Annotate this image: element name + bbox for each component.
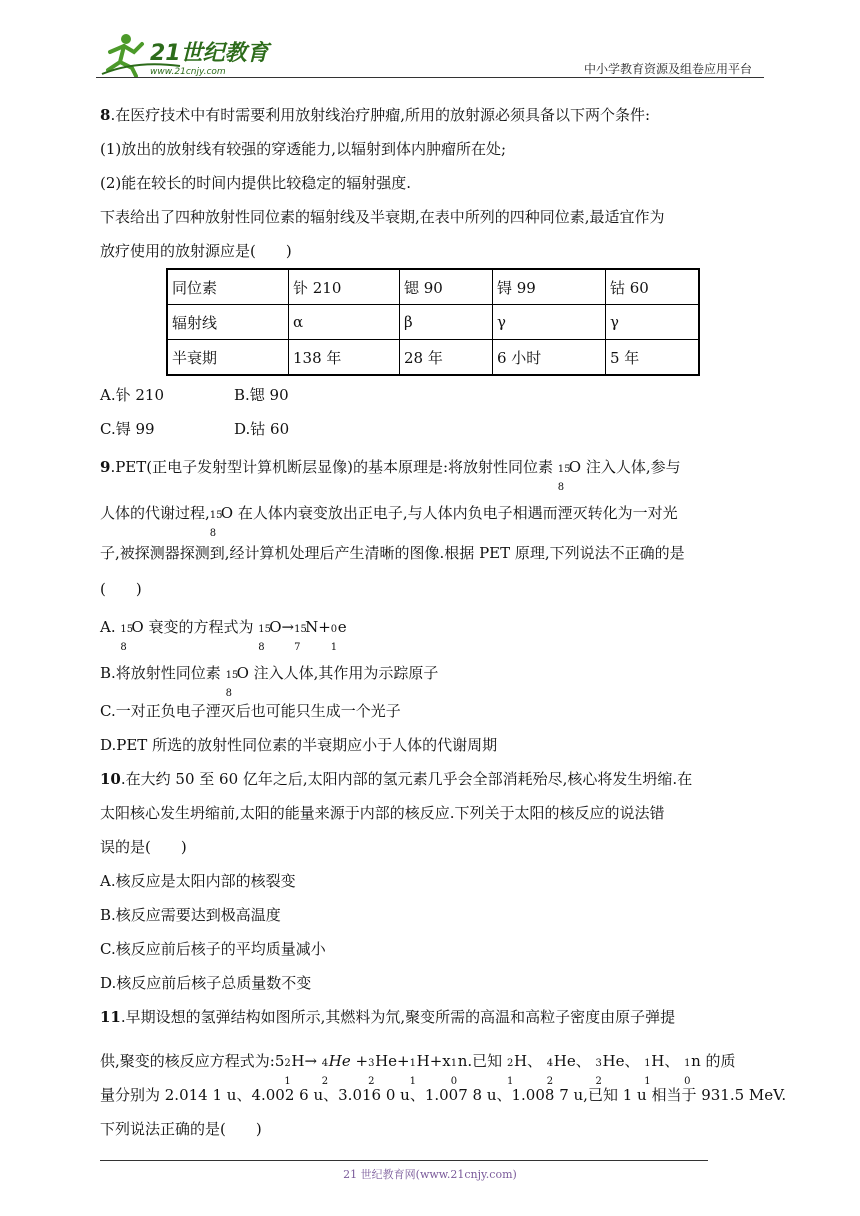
- q8-ask2: 放疗使用的放射源应是( ): [100, 242, 292, 260]
- q8-option-d: D.钴 60: [234, 420, 290, 438]
- page-header: [96, 30, 764, 82]
- table-cell: 6 小时: [493, 340, 606, 376]
- q10-option-d: D.核反应前后核子总质量数不变: [100, 974, 312, 992]
- table-row: [167, 305, 699, 340]
- q9-line2: 人体的代谢过程, 15 8 O 在人体内衰变放出正电子,与人体内负电子相遇而湮灭转化为一对光: [100, 504, 678, 539]
- q10-option-b: B.核反应需要达到极高温度: [100, 906, 281, 924]
- q10-option-a: A.核反应是太阳内部的核裂变: [100, 872, 296, 890]
- table-row: [167, 340, 699, 376]
- isotope-table: [166, 268, 700, 376]
- footer-text: 21 世纪教育网(www.21cnjy.com): [343, 1168, 517, 1181]
- q9-line1: 9.PET(正电子发射型计算机断层显像)的基本原理是:将放射性同位素 15 8 O 注入人体,参与: [100, 458, 681, 493]
- platform-name: 中小学教育资源及组卷应用平台: [583, 62, 752, 76]
- q8-cond2: (2)能在较长的时间内提供比较稳定的辐射强度.: [100, 174, 412, 192]
- table-cell: 半衰期: [167, 340, 289, 376]
- header-divider: [96, 77, 764, 78]
- table-cell: 钋 210: [289, 269, 400, 305]
- q9-line3: 子,被探测器探测到,经计算机处理后产生清晰的图像.根据 PET 原理,下列说法不正确的是: [100, 544, 685, 562]
- q10-line3: 误的是( ): [100, 838, 187, 856]
- q9-option-d: D.PET 所选的放射性同位素的半衰期应小于人体的代谢周期: [100, 736, 498, 754]
- table-cell: α: [289, 305, 400, 340]
- q11-line1: 11.早期设想的氢弹结构如图所示,其燃料为氘,聚变所需的高温和高粒子密度由原子弹提: [100, 1008, 676, 1026]
- table-row: [167, 269, 699, 305]
- q11-line4: 下列说法正确的是( ): [100, 1120, 262, 1138]
- footer-divider: [100, 1160, 708, 1161]
- svg-text:21世纪教育: 21世纪教育: [150, 41, 269, 66]
- q11-line3: 量分别为 2.014 1 u、4.002 6 u、3.016 0 u、1.007 8 u、1.008 7 u,已知 1 u 相当于 931.5 MeV.: [100, 1086, 787, 1104]
- table-cell: γ: [493, 305, 606, 340]
- table-cell: 锶 90: [400, 269, 493, 305]
- q8-option-c: C.锝 99: [100, 420, 155, 438]
- table-cell: β: [400, 305, 493, 340]
- q8-ask1: 下表给出了四种放射性同位素的辐射线及半衰期,在表中所列的四种同位素,最适宜作为: [100, 208, 665, 226]
- table-cell: 138 年: [289, 340, 400, 376]
- table-cell: 辐射线: [167, 305, 289, 340]
- logo-21cnjy: [96, 30, 276, 78]
- q8-option-b: B.锶 90: [234, 386, 289, 404]
- q9-option-b: B.将放射性同位素 15 8 O 注入人体,其作用为示踪原子: [100, 664, 439, 699]
- q9-line4: ( ): [100, 580, 142, 598]
- q9-option-c: C.一对正负电子湮灭后也可能只生成一个光子: [100, 702, 401, 720]
- q8-cond1: (1)放出的放射线有较强的穿透能力,以辐射到体内肿瘤所在处;: [100, 140, 507, 158]
- q10-line1: 10.在大约 50 至 60 亿年之后,太阳内部的氢元素几乎会全部消耗殆尽,核心将发生坍缩.在: [100, 770, 693, 788]
- q8-option-a: A.钋 210: [100, 386, 164, 404]
- q9-option-a: A. 15 8 O 衰变的方程式为 15 8 O→ 15 7 N+ 0 1 e: [100, 618, 347, 653]
- table-cell: 28 年: [400, 340, 493, 376]
- q10-line2: 太阳核心发生坍缩前,太阳的能量来源于内部的核反应.下列关于太阳的核反应的说法错: [100, 804, 665, 822]
- table-cell: 5 年: [606, 340, 700, 376]
- table-cell: 同位素: [167, 269, 289, 305]
- q10-option-c: C.核反应前后核子的平均质量减小: [100, 940, 326, 958]
- table-cell: γ: [606, 305, 700, 340]
- q8-stem: 8.在医疗技术中有时需要利用放射线治疗肿瘤,所用的放射源必须具备以下两个条件:: [100, 106, 651, 124]
- table-cell: 锝 99: [493, 269, 606, 305]
- q11-line2: 供,聚变的核反应方程式为:5 2 1 H→ 4 2 He + 3 2 He+ 1 1 H+x 1 0 n.已知 2 1 H、 4 2 He、 3 2 He、 1 1 H、 1 0 n 的质: [100, 1052, 736, 1087]
- table-cell: 钴 60: [606, 269, 700, 305]
- svg-text:www.21cnjy.com: www.21cnjy.com: [150, 67, 226, 77]
